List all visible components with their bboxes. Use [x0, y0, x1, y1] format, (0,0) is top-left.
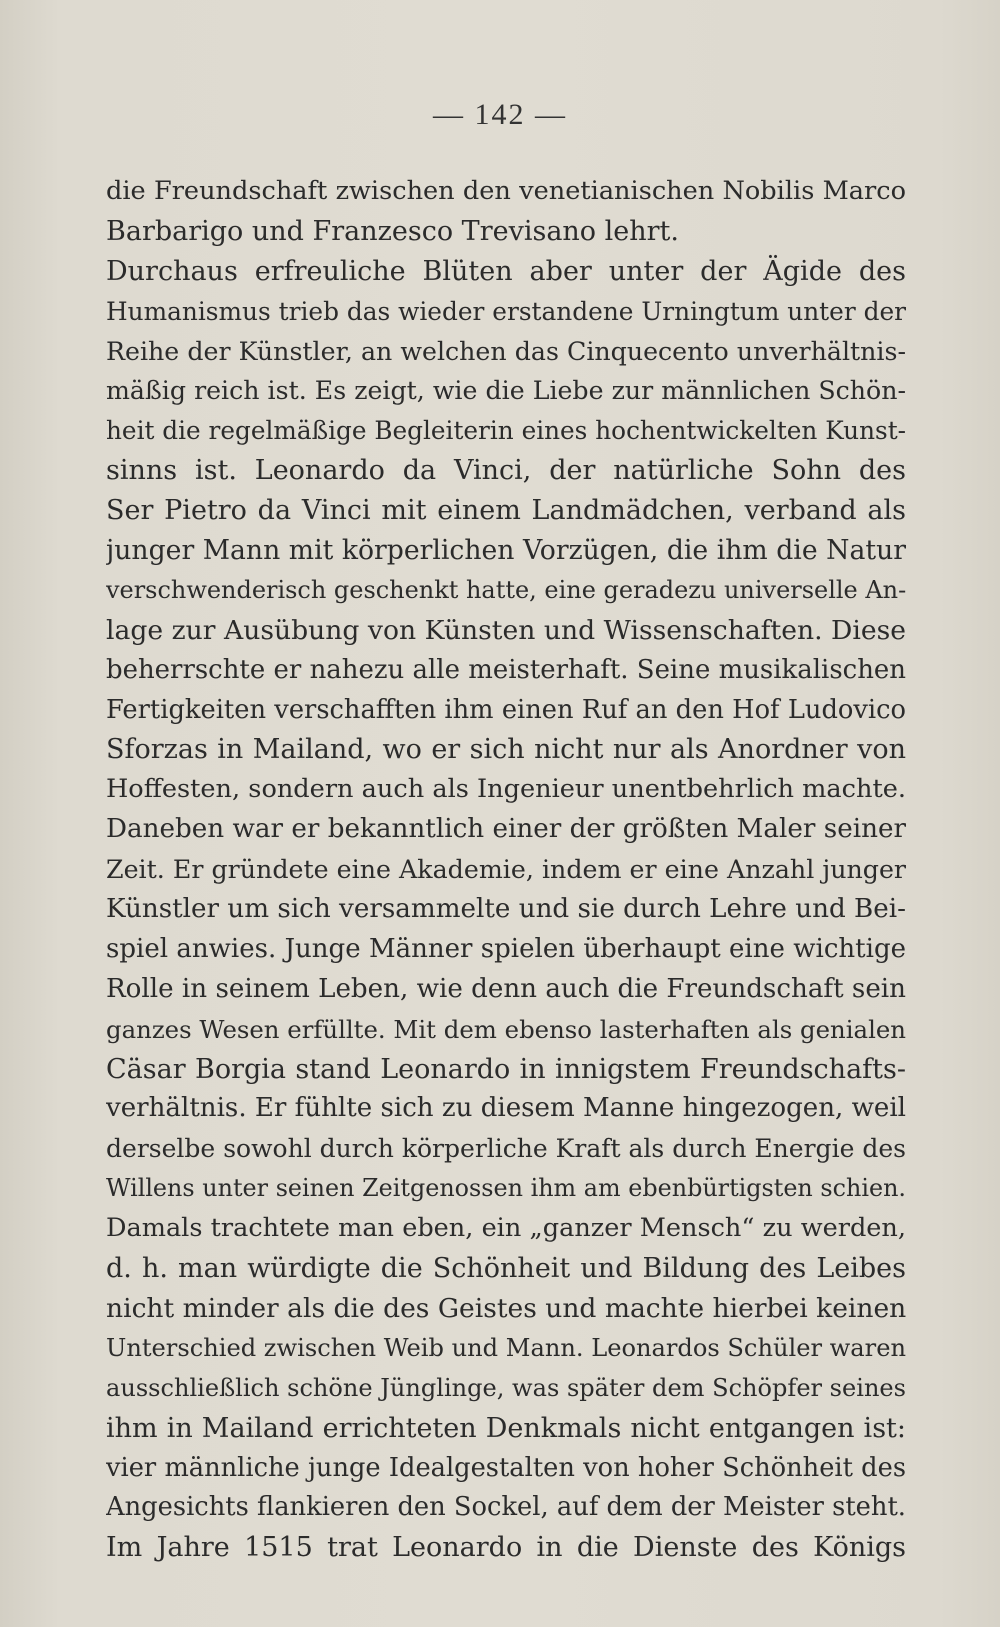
- text-line: Humanismus trieb das wieder erstandene Urningtum unter der: [106, 296, 906, 326]
- text-line: Durchaus erfreuliche Blüten aber unter der Ägide des: [106, 255, 906, 287]
- text-line: Sforzas in Mailand, wo er sich nicht nur als Anordner von: [106, 734, 906, 766]
- text-line: Barbarigo und Franzesco Trevisano lehrt.: [106, 215, 679, 247]
- text-line: ihm in Mailand errichteten Denkmals nicht entgangen ist:: [106, 1412, 906, 1444]
- text-line: Damals trachtete man eben, ein „ganzer Mensch“ zu werden,: [106, 1213, 906, 1244]
- body-text: [106, 172, 906, 1568]
- page-number: — 142 —: [433, 98, 567, 131]
- text-line: Willens unter seinen Zeitgenossen ihm am ebenbürtigsten schien.: [106, 1174, 906, 1203]
- text-line: lage zur Ausübung von Künsten und Wissenschaften. Diese: [106, 614, 906, 646]
- text-line: ganzes Wesen erfüllte. Mit dem ebenso lasterhaften als genialen: [106, 1014, 906, 1044]
- text-line: Rolle in seinem Leben, wie denn auch die Freundschaft sein: [106, 973, 906, 1004]
- text-line: Fertigkeiten verschafften ihm einen Ruf an den Hof Ludovico: [106, 694, 906, 725]
- text-line: Cäsar Borgia stand Leonardo in innigstem Freundschafts-: [106, 1053, 906, 1085]
- text-line: Angesichts flankieren den Sockel, auf dem der Meister steht.: [106, 1492, 906, 1523]
- text-line: verschwenderisch geschenkt hatte, eine geradezu universelle An-: [106, 575, 906, 604]
- text-line: vier männliche junge Idealgestalten von hoher Schönheit des: [106, 1452, 906, 1483]
- text-line: sinns ist. Leonardo da Vinci, der natürliche Sohn des: [106, 455, 906, 487]
- text-line: ausschließlich schöne Jünglinge, was später dem Schöpfer seines: [106, 1373, 906, 1402]
- text-line: heit die regelmäßige Begleiterin eines hochentwickelten Kunst-: [106, 416, 906, 446]
- text-line: verhältnis. Er fühlte sich zu diesem Manne hingezogen, weil: [106, 1093, 906, 1124]
- text-line: Reihe der Künstler, an welchen das Cinquecento unverhältnis-: [106, 336, 906, 366]
- text-line: Künstler um sich versammelte und sie durch Lehre und Bei-: [106, 894, 906, 925]
- text-line: spiel anwies. Junge Männer spielen überhaupt eine wichtige: [106, 933, 906, 964]
- text-line: Ser Pietro da Vinci mit einem Landmädchen, verband als: [106, 495, 906, 527]
- text-line: beherrschte er nahezu alle meisterhaft. Seine musikalischen: [106, 654, 906, 685]
- text-line: Unterschied zwischen Weib und Mann. Leonardos Schüler waren: [106, 1333, 906, 1362]
- text-line: mäßig reich ist. Es zeigt, wie die Liebe zur männlichen Schön-: [106, 376, 906, 406]
- text-line: die Freundschaft zwischen den venetianischen Nobilis Marco: [106, 176, 906, 206]
- text-line: nicht minder als die des Geistes und machte hierbei keinen: [106, 1292, 906, 1324]
- text-line: Im Jahre 1515 trat Leonardo in die Dienste des Königs: [106, 1532, 906, 1564]
- text-line: junger Mann mit körperlichen Vorzügen, die ihm die Natur: [106, 535, 906, 567]
- text-line: derselbe sowohl durch körperliche Kraft als durch Energie des: [106, 1134, 906, 1164]
- text-line: Daneben war er bekanntlich einer der größten Maler seiner: [106, 814, 906, 845]
- text-line: Hoffesten, sondern auch als Ingenieur unentbehrlich machte.: [106, 774, 906, 805]
- text-line: Zeit. Er gründete eine Akademie, indem er eine Anzahl junger: [106, 855, 906, 885]
- text-line: d. h. man würdigte die Schönheit und Bildung des Leibes: [106, 1253, 906, 1285]
